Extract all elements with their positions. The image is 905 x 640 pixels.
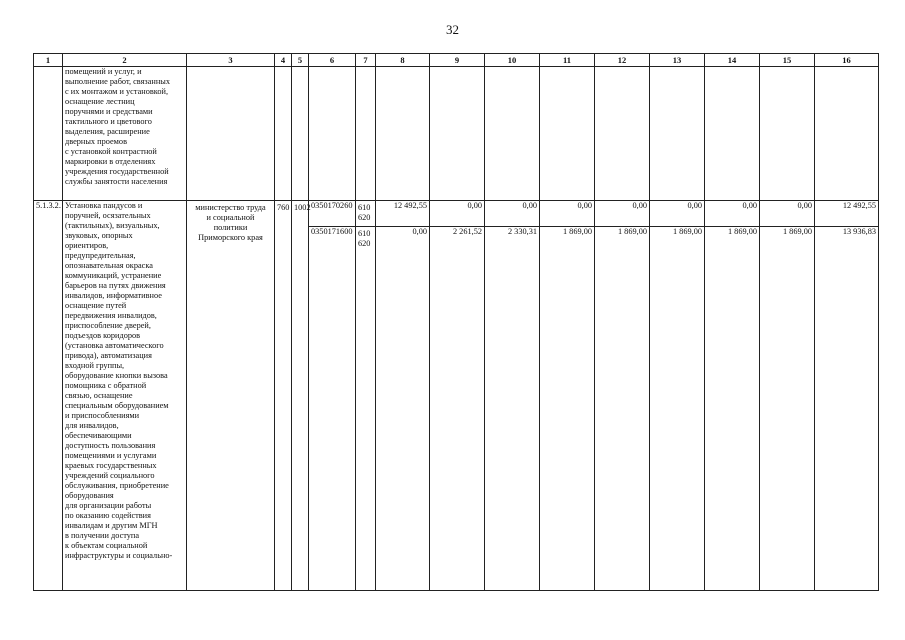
total-cell: 13 936,83 [815,227,879,591]
value-cell: 12 492,55 [376,201,430,227]
value-cell: 2 261,52 [430,227,485,591]
value-cell: 1 869,00 [540,227,595,591]
col-header: 4 [275,54,292,67]
item-description: Установка пандусов и поручней, осязательных (тактильных), визуальных, звуковых, опорных ориентиров, предупредительная, опознавательная окраска коммуникаций, устранение барьеров на путях движения инвалидов, информативное оснащение путей передвижения инвалидов, приспособление дверей, подъездов коридоров (установка автоматического привода), автоматизация входной группы, оборудование кнопки вызова помощника с обратной связью, оснащение специальным оборудованием и приспособлениями для инвалидов, обеспечивающими доступность пользования помещениями и услугами краевых государственных учреждений социального обслуживания, приобретение оборудования для организации работы по оказанию содействия инвалидам и другим МГН в получении доступа к объектам социальной инфраструктуры и социально- [63,201,187,591]
col-header: 1 [34,54,63,67]
continuation-description: помещений и услуг, и выполнение работ, связанных с их монтажом и установкой, оснащение лестниц поручнями и средствами тактильного и цветового выделения, расширение дверных проемов с установкой контрастной маркировки в отделениях учреждения государственной службы занятости населения [63,67,187,201]
col-header: 12 [595,54,650,67]
col-header: 5 [292,54,309,67]
table-cell [485,67,540,201]
value-cell: 0,00 [376,227,430,591]
col-header: 13 [650,54,705,67]
value-cell: 1 869,00 [760,227,815,591]
table-cell [292,67,309,201]
target-code: 0350171600 [309,227,356,591]
table-cell [595,67,650,201]
col-header: 3 [187,54,275,67]
table-cell [187,67,275,201]
table-row [34,67,879,201]
table-cell [540,67,595,201]
table-cell [650,67,705,201]
table-cell [275,67,292,201]
value-cell: 0,00 [540,201,595,227]
expense-type: 610 620 [356,201,376,227]
col-header: 10 [485,54,540,67]
col-header: 2 [63,54,187,67]
value-cell: 2 330,31 [485,227,540,591]
col5-value: 1002 [292,201,309,591]
col-header: 8 [376,54,430,67]
value-cell: 0,00 [760,201,815,227]
table-cell [760,67,815,201]
header-row [34,54,879,67]
col-header: 14 [705,54,760,67]
value-cell: 1 869,00 [595,227,650,591]
table-cell [705,67,760,201]
col-header: 9 [430,54,485,67]
value-cell: 0,00 [485,201,540,227]
value-cell: 1 869,00 [650,227,705,591]
table-cell [309,67,356,201]
col-header: 6 [309,54,356,67]
expense-type: 610 620 [356,227,376,591]
value-cell: 0,00 [705,201,760,227]
col-header: 11 [540,54,595,67]
item-number: 5.1.3.2. [34,201,63,591]
table-cell [376,67,430,201]
total-cell: 12 492,55 [815,201,879,227]
budget-table [33,53,879,591]
page-number: 32 [446,22,459,37]
col-header: 15 [760,54,815,67]
value-cell: 1 869,00 [705,227,760,591]
table-cell [356,67,376,201]
value-cell: 0,00 [430,201,485,227]
target-code: 0350170260 [309,201,356,227]
table-cell [430,67,485,201]
col-header: 7 [356,54,376,67]
col4-value: 760 [275,201,292,591]
value-cell: 0,00 [650,201,705,227]
executor: министерство труда и социальной политики Приморского края [187,201,275,591]
table-cell [815,67,879,201]
value-cell: 0,00 [595,201,650,227]
table-cell [34,67,63,201]
table-row [34,201,879,227]
col-header: 16 [815,54,879,67]
